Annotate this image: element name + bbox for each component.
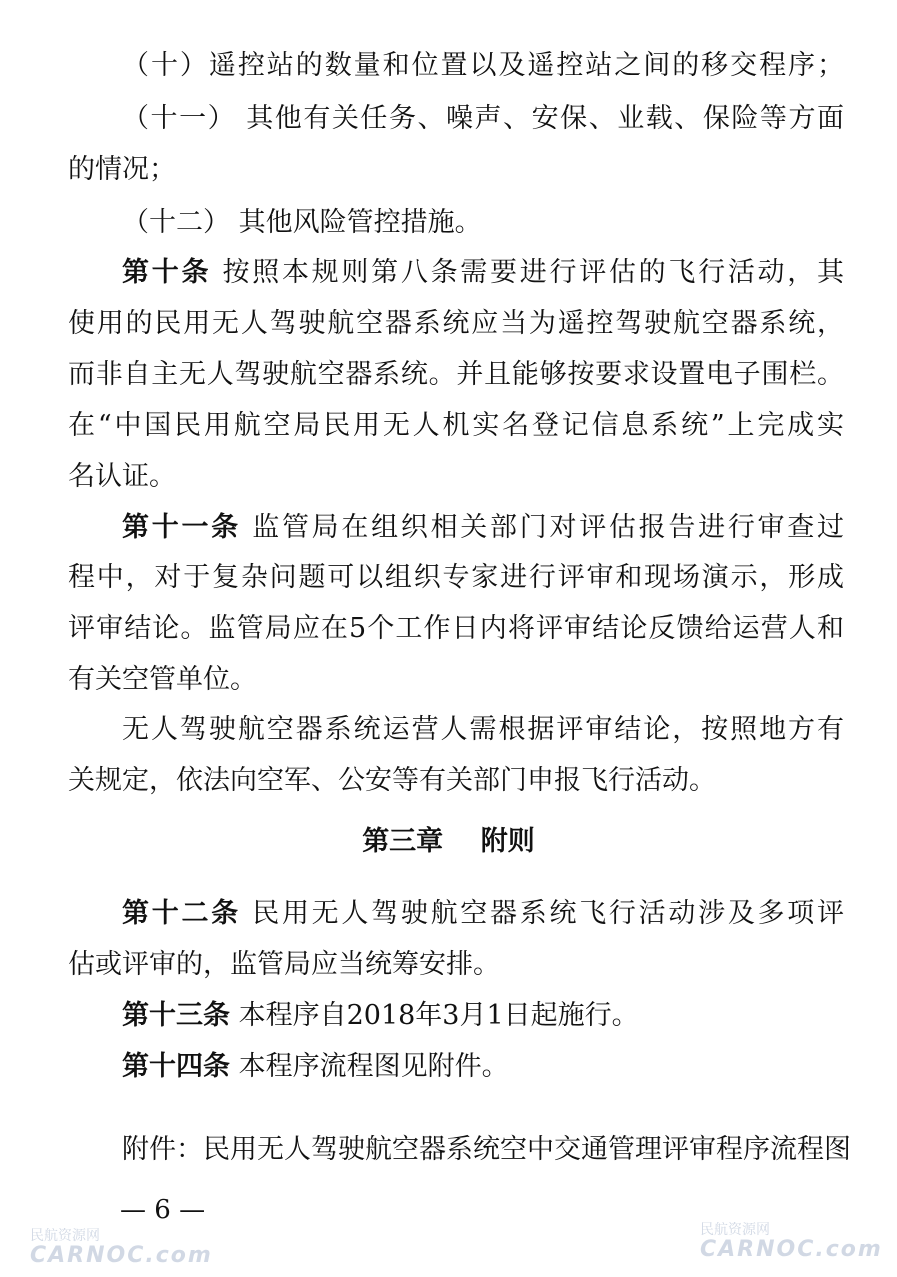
body-line: 名认证。 xyxy=(68,461,176,492)
body-line: 而非自主无人驾驶航空器系统。并且能够按要求设置电子围栏。 xyxy=(68,359,844,390)
body-line: 使用的民用无人驾驶航空器系统应当为遥控驾驶航空器系统， xyxy=(68,308,844,339)
watermark-cn: 民航资源网 xyxy=(30,1228,100,1244)
article-11: 第十一条 监管局在组织相关部门对评估报告进行审查过 xyxy=(122,512,844,543)
body-line: 评审结论。监管局应在5个工作日内将评审结论反馈给运营人和 xyxy=(68,613,844,644)
article-number: 第十一条 xyxy=(122,512,241,543)
body-line: 估或评审的，监管局应当统筹安排。 xyxy=(68,949,500,980)
watermark-left xyxy=(30,1228,213,1268)
page-number: — 6 — xyxy=(120,1195,206,1225)
list-item: （十一） 其他有关任务、噪声、安保、业载、保险等方面 xyxy=(122,103,844,134)
article-number: 第十二条 xyxy=(122,898,241,929)
article-13: 第十三条 本程序自2018年3月1日起施行。 xyxy=(122,1000,639,1031)
article-12: 第十二条 民用无人驾驶航空器系统飞行活动涉及多项评 xyxy=(122,898,844,929)
body-line: 的情况； xyxy=(68,154,176,185)
body-line: 关规定，依法向空军、公安等有关部门申报飞行活动。 xyxy=(68,765,716,796)
body-paragraph: 无人驾驶航空器系统运营人需根据评审结论，按照地方有 xyxy=(122,714,844,745)
chapter-title: 第三章 附则 xyxy=(362,826,535,857)
article-number: 第十四条 xyxy=(122,1051,230,1082)
body-line: 有关空管单位。 xyxy=(68,664,257,695)
watermark-en: CARNOC.com xyxy=(700,1237,883,1262)
article-14: 第十四条 本程序流程图见附件。 xyxy=(122,1051,509,1082)
watermark-en: CARNOC.com xyxy=(30,1243,213,1268)
body-line: 在“中国民用航空局民用无人机实名登记信息系统”上完成实 xyxy=(68,410,844,441)
article-10: 第十条 按照本规则第八条需要进行评估的飞行活动，其 xyxy=(122,257,844,288)
attachment-line: 附件：民用无人驾驶航空器系统空中交通管理评审程序流程图 xyxy=(122,1134,851,1165)
body-line: 程中，对于复杂问题可以组织专家进行评审和现场演示，形成 xyxy=(68,562,844,593)
list-item: （十）遥控站的数量和位置以及遥控站之间的移交程序； xyxy=(122,50,844,81)
watermark-right xyxy=(700,1222,883,1262)
article-number: 第十条 xyxy=(122,257,212,288)
watermark-cn: 民航资源网 xyxy=(700,1222,770,1238)
article-number: 第十三条 xyxy=(122,1000,230,1031)
list-item: （十二） 其他风险管控措施。 xyxy=(122,207,482,238)
